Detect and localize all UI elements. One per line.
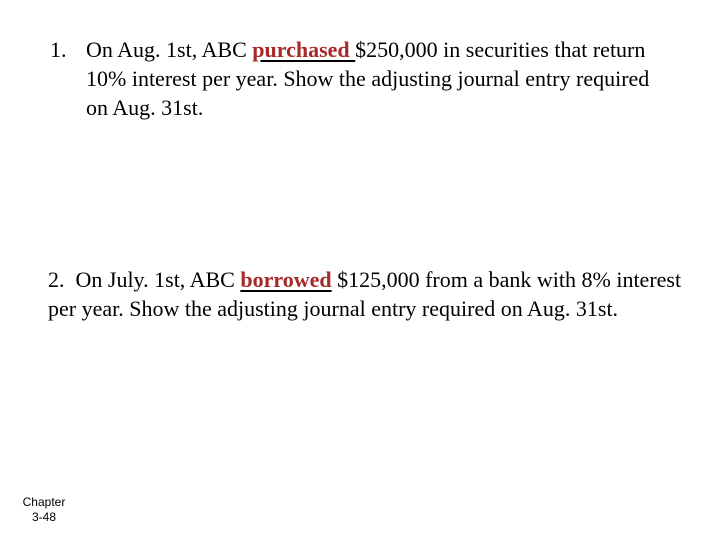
- problem-2-number: 2.: [48, 267, 65, 292]
- problem-1-text-before: On Aug. 1st, ABC: [86, 37, 253, 62]
- problem-1-text: [86, 35, 670, 122]
- slide-footer: [14, 495, 74, 525]
- chapter-label: Chapter: [22, 495, 66, 509]
- problem-1-text-after: $250,000 in securities that return 10% interest per year. Show the adjusting journal entry required on Aug. 31st.: [86, 37, 650, 120]
- problem-1: [50, 35, 670, 122]
- problem-2-text-after: $125,000 from a bank with 8% interest per year. Show the adjusting journal entry required on Aug. 31st.: [48, 267, 682, 321]
- problem-2-keyword: borrowed: [240, 267, 332, 292]
- problem-2-text-before: On July. 1st, ABC: [75, 267, 241, 292]
- problem-2: [48, 265, 688, 323]
- page-number: 3-48: [31, 510, 57, 524]
- problem-1-keyword: purchased: [252, 37, 356, 62]
- problem-1-number: 1.: [50, 37, 67, 62]
